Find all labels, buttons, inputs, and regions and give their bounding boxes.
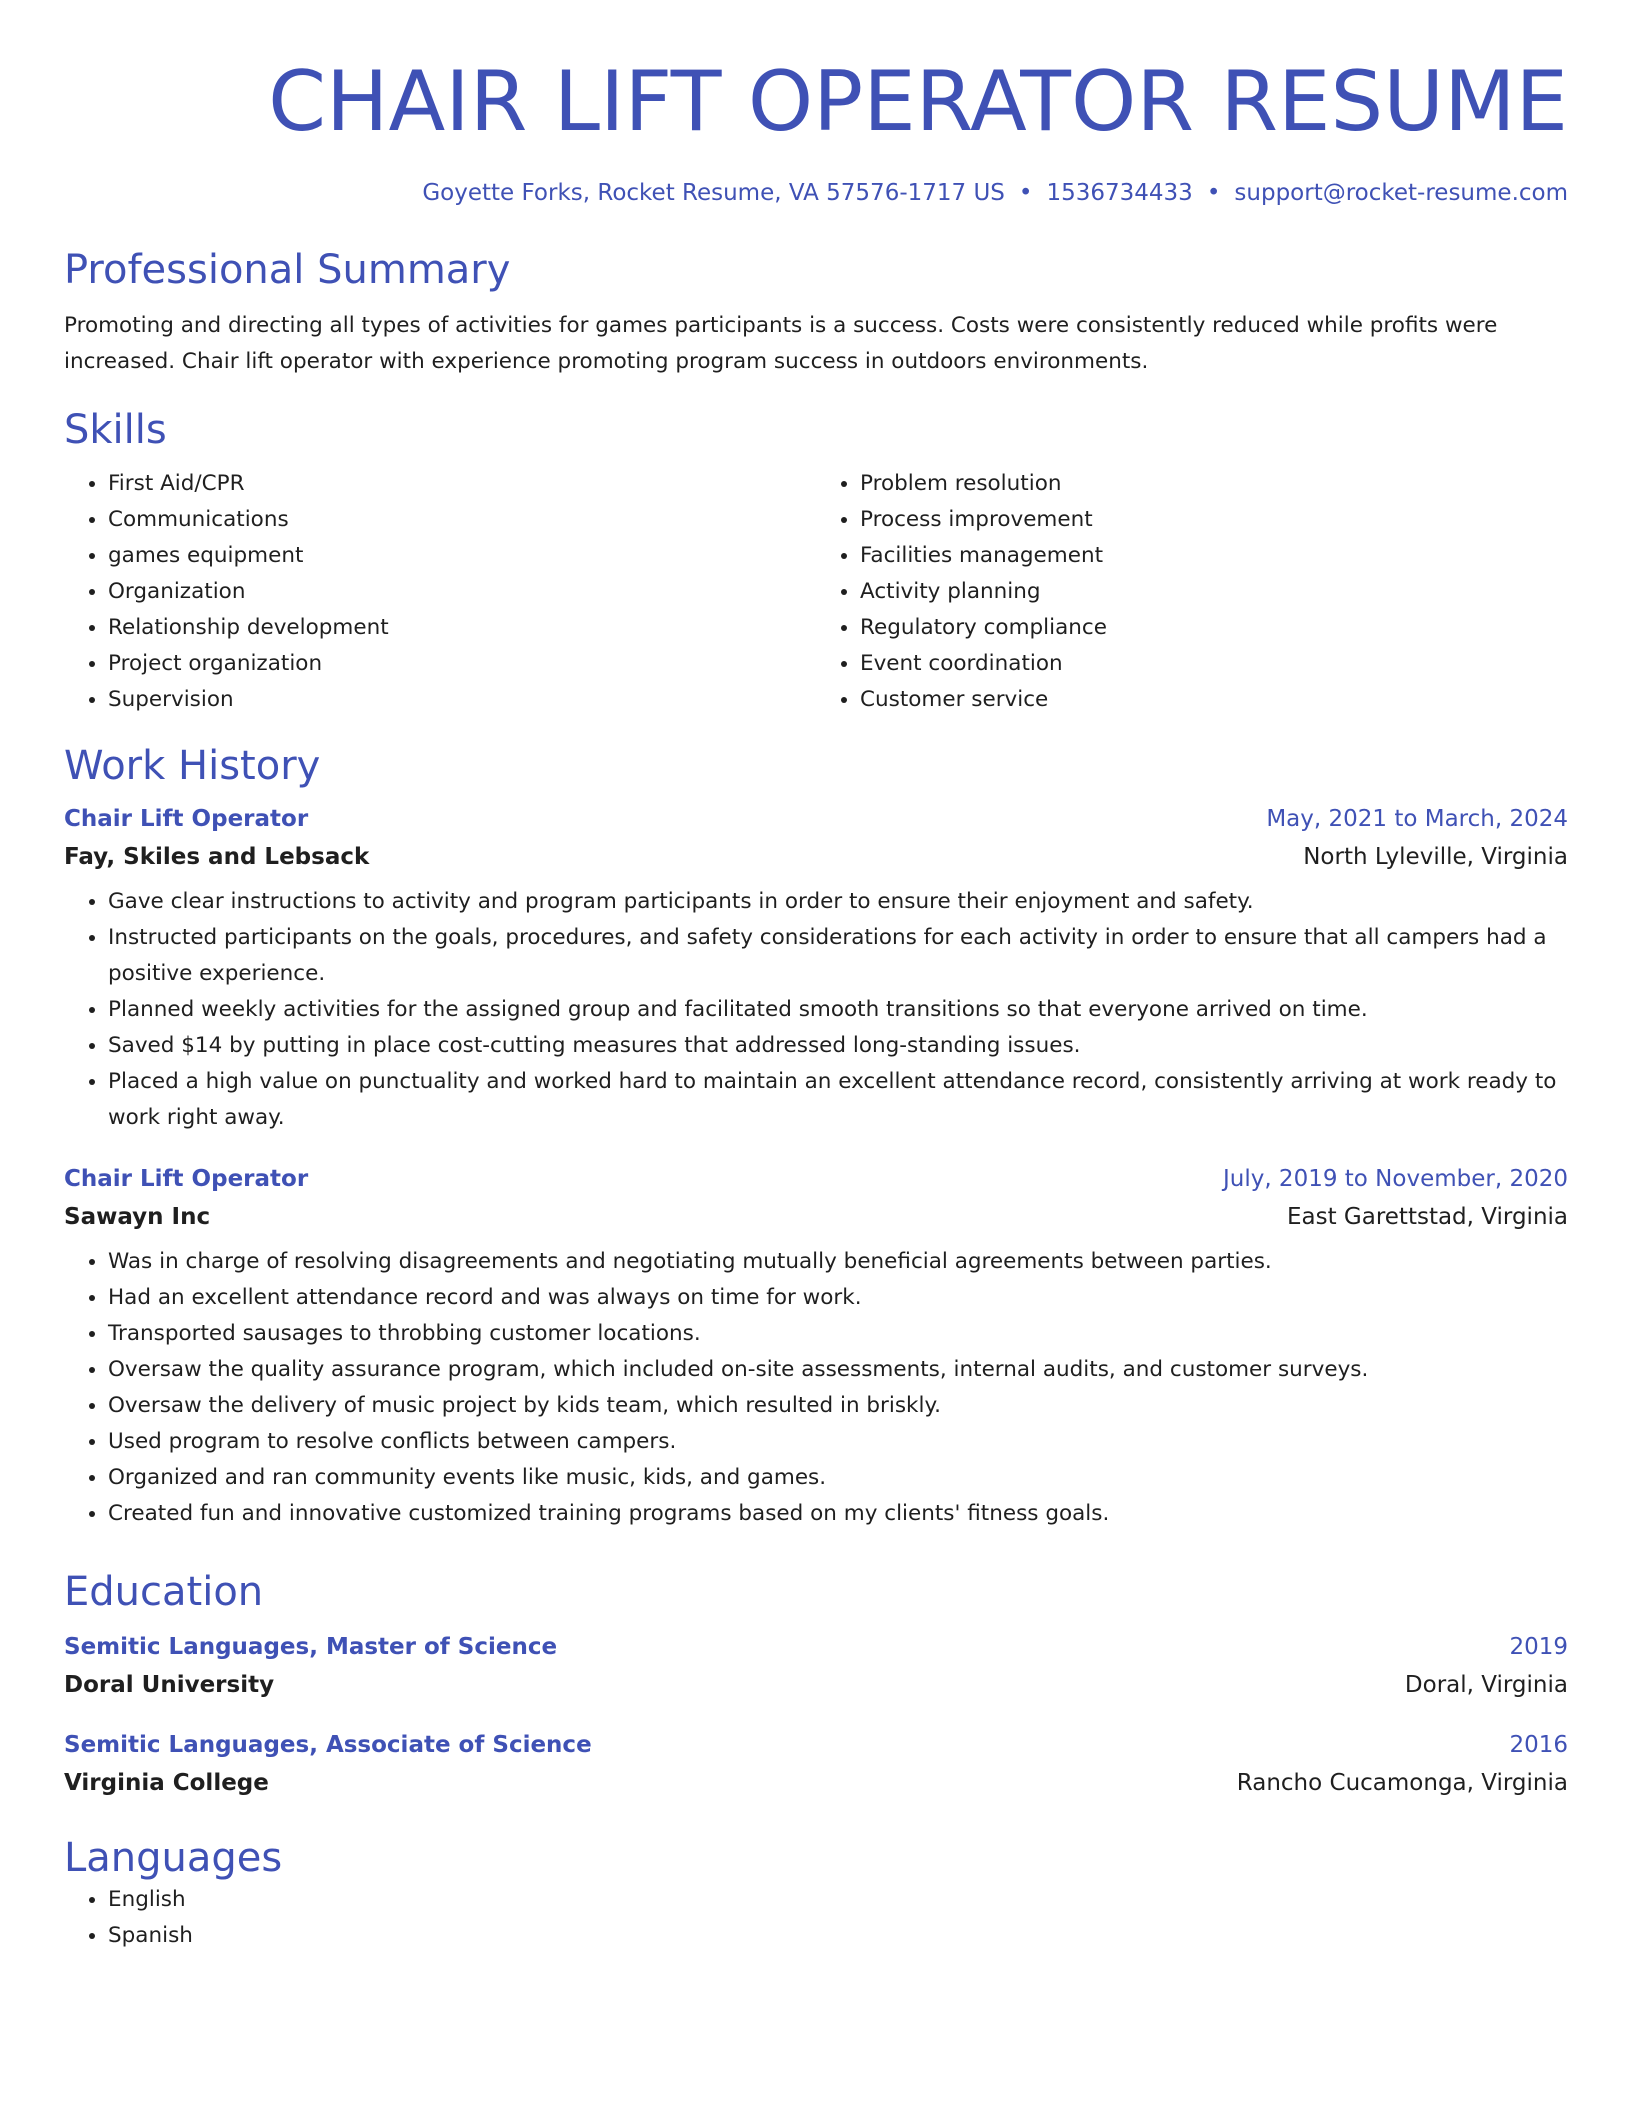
job-entry [64,1166,1568,1532]
education-entry [64,1732,1568,1796]
skills-column-right [816,466,1568,718]
skill-item: • Event coordination [860,646,1568,682]
education-location: Doral, Virginia [1404,1672,1568,1698]
education-school: Virginia College [64,1770,269,1796]
job-location: East Garettstad, Virginia [1286,1204,1568,1230]
education-header-row [64,1634,1568,1660]
job-location: North Lyleville, Virginia [1303,844,1568,870]
education-school-row [64,1660,1568,1698]
language-item: • Spanish [108,1918,1568,1954]
job-header-row [64,806,1568,832]
resume-header [64,52,1568,206]
job-header-row [64,1166,1568,1192]
languages-heading: Languages [64,1835,283,1881]
education-year: 2019 [1509,1634,1568,1660]
skill-item: • First Aid/CPR [108,466,816,502]
job-bullets [64,884,1568,1136]
contact-line [64,180,1568,206]
education-header-row [64,1732,1568,1758]
job-bullet: • Saved $14 by putting in place cost-cutting measures that addressed long-standing issues. [108,1028,1568,1064]
skill-item: • Activity planning [860,574,1568,610]
job-bullet: • Created fun and innovative customized training programs based on my clients' fitness goals. [108,1496,1568,1532]
work-history-heading: Work History [64,743,321,789]
contact-address: Goyette Forks, Rocket Resume, VA 57576-1717 US [422,180,1005,206]
skill-item: • Organization [108,574,816,610]
summary-text: Promoting and directing all types of activities for games participants is a success. Costs were consistently reduced while profits were increased. Chair lift operator with experience promoting program success in outdoors environments. [64,313,1498,374]
contact-phone: 1536734433 [1046,180,1193,206]
job-entry [64,806,1568,1136]
skills-column-left [64,466,816,718]
skills-heading: Skills [64,407,167,453]
job-company: Fay, Skiles and Lebsack [64,844,370,870]
job-bullet: • Was in charge of resolving disagreements and negotiating mutually beneficial agreements between parties. [108,1244,1568,1280]
job-company-row [64,1192,1568,1230]
job-company: Sawayn Inc [64,1204,211,1230]
job-bullet: • Transported sausages to throbbing customer locations. [108,1316,1568,1352]
skill-item: • Supervision [108,682,816,718]
education-degree: Semitic Languages, Associate of Science [64,1732,592,1758]
skill-item: • Facilities management [860,538,1568,574]
job-bullet: • Oversaw the quality assurance program, which included on-site assessments, internal audits, and customer surveys. [108,1352,1568,1388]
skill-item: • Relationship development [108,610,816,646]
skill-item: • Problem resolution [860,466,1568,502]
contact-separator: • [1206,180,1221,206]
job-bullet: • Oversaw the delivery of music project by kids team, which resulted in briskly. [108,1388,1568,1424]
job-title: Chair Lift Operator [64,806,309,832]
job-dates: July, 2019 to November, 2020 [1222,1166,1568,1192]
job-bullet: • Organized and ran community events like music, kids, and games. [108,1460,1568,1496]
education-entry [64,1634,1568,1698]
job-bullet: • Used program to resolve conflicts between campers. [108,1424,1568,1460]
job-title: Chair Lift Operator [64,1166,309,1192]
education-heading: Education [64,1569,264,1615]
contact-separator: • [1018,180,1033,206]
skill-item: • Process improvement [860,502,1568,538]
education-location: Rancho Cucamonga, Virginia [1236,1770,1568,1796]
job-bullet: • Gave clear instructions to activity and program participants in order to ensure their enjoyment and safety. [108,884,1568,920]
education-school: Doral University [64,1672,275,1698]
job-bullets [64,1244,1568,1532]
job-bullet: • Had an excellent attendance record and was always on time for work. [108,1280,1568,1316]
job-dates: May, 2021 to March, 2024 [1266,806,1568,832]
education-degree: Semitic Languages, Master of Science [64,1634,558,1660]
skill-item: • Communications [108,502,816,538]
contact-email[interactable]: support@rocket-resume.com [1234,180,1568,206]
job-company-row [64,832,1568,870]
job-bullet: • Planned weekly activities for the assigned group and facilitated smooth transitions so that everyone arrived on time. [108,992,1568,1028]
resume-title: CHAIR LIFT OPERATOR RESUME [268,53,1568,150]
skills-list [64,466,1568,718]
skill-item: • Project organization [108,646,816,682]
skill-item: • Regulatory compliance [860,610,1568,646]
education-school-row [64,1758,1568,1796]
skill-item: • games equipment [108,538,816,574]
summary-heading: Professional Summary [64,247,511,293]
language-item: • English [108,1882,1568,1918]
skill-item: • Customer service [860,682,1568,718]
job-bullet: • Placed a high value on punctuality and worked hard to maintain an excellent attendance record, consistently arriving at work ready to work right away. [108,1064,1568,1136]
job-bullet: • Instructed participants on the goals, procedures, and safety considerations for each activity in order to ensure that all campers had a positive experience. [108,920,1568,992]
education-year: 2016 [1509,1732,1568,1758]
languages-list [64,1882,1568,1954]
